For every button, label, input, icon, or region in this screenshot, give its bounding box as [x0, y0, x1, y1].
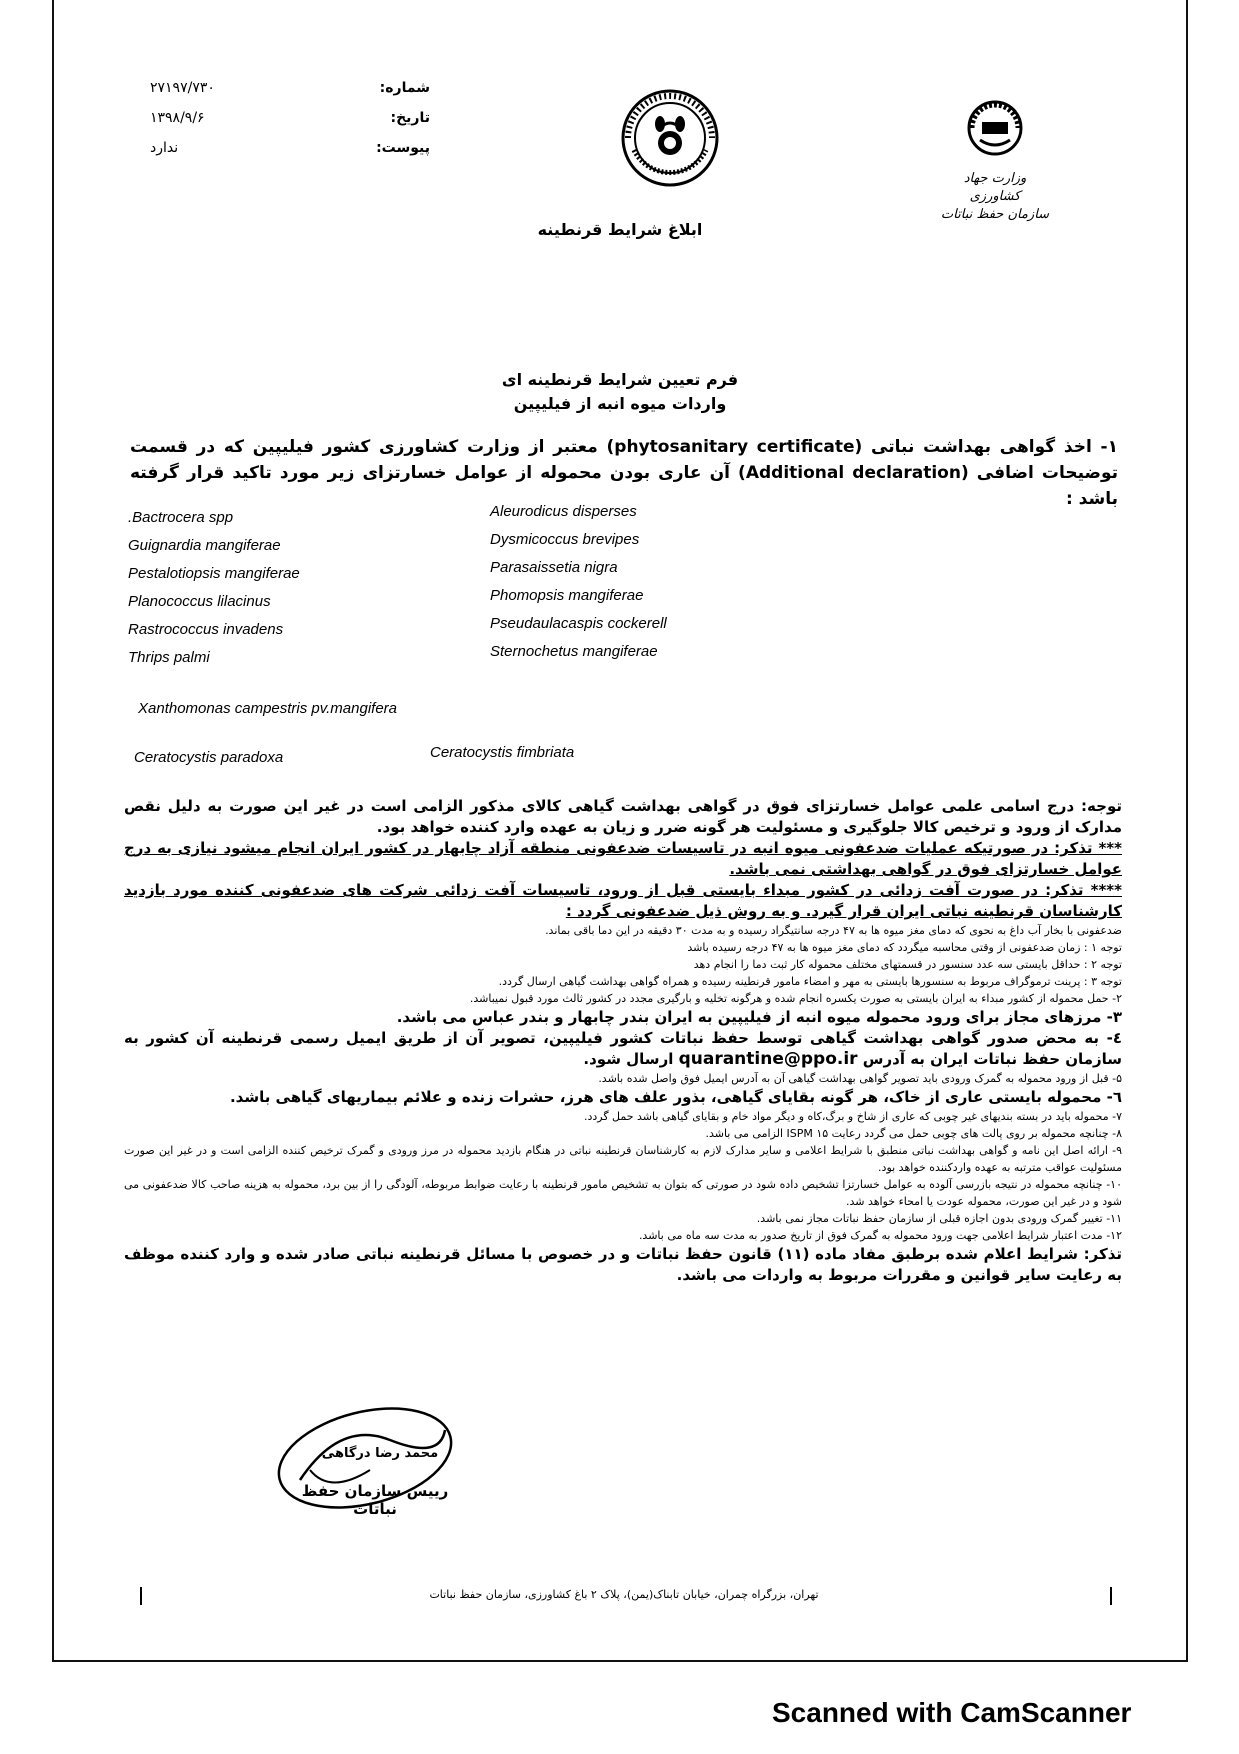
item-1-phytosanitary: ۱- اخذ گواهی بهداشت نباتی (phytosanitary certificate) معتبر از وزارت کشاورزی کشور فیلیپین که در قسمت توضیحات اضافی (Additional declaration) آن عاری بودن محموله از عوامل خسارتزای زیر مورد تاکید قرار گرفته باشد : [130, 437, 1118, 509]
pest-item: Rastrococcus invadens [128, 621, 284, 638]
pest-column-right [490, 498, 790, 666]
condition-6-soil-free: ٦- محموله بایستی عاری از خاک، هر گونه بقایای گیاهی، بذور علف های هرز، حشرات زنده و علائم بیماریهای گیاهی باشد. [229, 1088, 1122, 1106]
pest-item: Dysmicoccus brevipes [490, 531, 640, 548]
header-title: ابلاغ شرایط قرنطینه [537, 220, 703, 239]
pest-item: Parasaissetia nigra [490, 559, 618, 576]
meta-attachment-row [150, 140, 430, 170]
note-scientific-names: توجه: درج اسامی علمی عوامل خسارتزای فوق در گواهی بهداشت گیاهی کالای مذکور الزامی است در غیر این صورت به دلیل نقص مدارک از ورود و ترخیص کالا جلوگیری و مسئولیت هر گونه ضرر و زیان به عهده وارد کننده خواهد بود. [124, 797, 1122, 836]
page-border-left [52, 0, 54, 1660]
form-title-line-1: فرم تعیین شرایط قرنطینه ای [501, 370, 739, 389]
form-title-line-2: واردات میوه انبه از فیلیپین [513, 394, 727, 413]
form-title [420, 368, 820, 416]
ministry-jihad-logo [960, 98, 1030, 158]
condition-8-ispm15: ۸- چنانچه محموله بر روی پالت های چوبی حمل می گردد رعایت ISPM ۱۵ الزامی می باشد. [705, 1127, 1122, 1140]
condition-4-text: ٤- به محض صدور گواهی بهداشت گیاهی توسط حفظ نباتات کشور فیلیپین، تصویر آن از طریق ایمیل رسمی قرنطینه آن کشور به سازمان حفظ نباتات ایران به آدرس [124, 1029, 1122, 1068]
letter-meta [150, 80, 430, 170]
meta-date-row [150, 110, 430, 140]
condition-3-ports: ۳- مرزهای مجاز برای ورود محموله میوه انبه از فیلیپین به ایران بندر چابهار و بندر عباس می باشد. [396, 1008, 1122, 1026]
condition-4-tail: ارسال شود. [583, 1050, 674, 1068]
closing-reminder: تذکر: شرایط اعلام شده برطبق مفاد ماده (۱۱) قانون حفظ نباتات و در خصوص با مسائل قرنطینه نباتی صادر شده و وارد کننده موظف به رعایت سایر قوانین و مقررات مربوط به واردات می باشد. [124, 1245, 1123, 1284]
note-attention-1: توجه ۱ : زمان ضدعفونی از وقتی محاسبه میگردد که دمای مغز میوه ها به ۴۷ درجه رسیده باشد [687, 941, 1122, 954]
note-attention-2: توجه ۲ : حداقل بایستی سه عدد سنسور در قسمتهای مختلف محموله کار ثبت دما را انجام دهد [693, 958, 1122, 971]
meta-number-row [150, 80, 430, 110]
pest-ceratocystis-fimbriata: Ceratocystis fimbriata [430, 744, 575, 761]
condition-12-validity: ۱۲- مدت اعتبار شرایط اعلامی جهت ورود محموله به گمرک فوق از تاریخ صدور به مدت سه ماه می باشد. [638, 1229, 1122, 1242]
pest-item: Aleurodicus disperses [490, 503, 637, 520]
date-label: تاریخ: [390, 110, 430, 126]
number-value: ۲۷۱۹۷/۷۳۰ [150, 80, 215, 96]
pest-ceratocystis-paradoxa: Ceratocystis paradoxa [134, 749, 284, 766]
condition-11-customs-change: ۱۱- تغییر گمرک ورودی بدون اجازه قبلی از سازمان حفظ نباتات مجاز نمی باشد. [756, 1212, 1122, 1225]
pest-xanthomonas: Xanthomonas campestris pv.mangifera [138, 700, 398, 717]
attachment-value: ندارد [150, 140, 179, 156]
pest-column-left [128, 504, 428, 672]
page-border-right [1186, 0, 1188, 1660]
ppo-emblem-logo [620, 88, 720, 188]
ministry-line-1: وزارت جهاد کشاورزی [963, 171, 1027, 204]
pest-item: .Bactrocera spp [128, 509, 234, 526]
condition-9-documents: ۹- ارائه اصل این نامه و گواهی بهداشت نباتی منطبق با شرایط اعلامی و سایر مدارک لازم به کارشناسان قرنطینه نباتی در هنگام بازدید محموله در مرز ورودی و گمرک ترخیص کننده الزامی است و در غیر این صورت مسئولیت عواقب مترتبه به عهده واردکننده خواهد بود. [124, 1144, 1122, 1174]
pest-item: Sternochetus mangiferae [490, 643, 658, 660]
note-chabahar-disinfection: *** تذکر: در صورتیکه عملیات ضدعفونی میوه انبه در تاسیسات ضدعفونی منطقه آزاد چابهار در کشور ایران انجام میشود نیازی به درج عوامل خسارتزای فوق در گواهی بهداشتی نمی باشد. [124, 839, 1122, 878]
ministry-name [940, 170, 1050, 224]
note-steam-method: ضدعفونی با بخار آب داغ به نحوی که دمای مغز میوه ها به ۴۷ درجه سانتیگراد رسیده و به مدت ۳۰ دقیقه در این دما باقی بماند. [545, 924, 1122, 937]
ministry-line-2: سازمان حفظ نباتات [940, 207, 1050, 222]
camscanner-watermark: Scanned with CamScanner [772, 1697, 1132, 1728]
note-origin-disinfection: **** تذکر: در صورت آفت زدائی در کشور مبداء بایستی قبل از ورود، تاسیسات آفت زدائی شرکت های ضدعفونی کننده مورد بازدید کارشناسان قرنطینه نباتی ایران قرار گیرد. و به روش ذیل ضدعفونی گردد : [124, 881, 1122, 920]
note-attention-3: توجه ۳ : پرینت ترموگراف مربوط به سنسورها بایستی به مهر و امضاء مامور قرنطینه رسیده و همراه گواهی بهداشت گیاهی ارسال گردد. [498, 975, 1122, 988]
pest-item: Pseudaulacaspis cockerell [490, 615, 667, 632]
quarantine-email-link[interactable]: quarantine@ppo.ir [678, 1049, 858, 1069]
condition-2-shipping: ۲- حمل محموله از کشور مبداء به ایران بایستی به صورت یکسره انجام شده و هرگونه تخلیه و بارگیری مجدد در کشور ثالث مورد قبول نمیباشد. [469, 992, 1122, 1005]
attachment-label: پیوست: [376, 140, 430, 156]
condition-4-email [124, 1028, 1122, 1070]
date-value: ۱۳۹۸/۹/۶ [150, 110, 205, 126]
condition-10-contamination: ۱۰- چنانچه محموله در نتیجه بازرسی آلوده به عوامل خسارتزا تشخیص داده شود در صورتی که بتوان به تشخیص مامور قرنطینه با رعایت ضوابط مربوطه، آلودگی را از بین برد، محموله به هزینه صاحب کالا ضدعفونی می شود و در غیر این صورت، محموله عودت یا امحاء خواهد شد. [124, 1178, 1122, 1208]
pest-item: Phomopsis mangiferae [490, 587, 644, 604]
pest-item: Pestalotiopsis mangiferae [128, 565, 300, 582]
number-label: شماره: [379, 80, 430, 96]
condition-7-packaging: ۷- محموله باید در بسته بندیهای غیر چوبی که عاری از شاخ و برگ،کاه و دیگر مواد خام و بقایای گیاهی باشد حمل گردد. [583, 1110, 1122, 1123]
condition-5-customs: ۵- قبل از ورود محموله به گمرک ورودی باید تصویر گواهی بهداشت گیاهی آن به آدرس ایمیل فوق واصل شده باشد. [598, 1072, 1122, 1085]
pest-item: Thrips palmi [128, 649, 210, 666]
page-border-bottom [52, 1660, 1188, 1662]
pest-item: Planococcus lilacinus [128, 593, 271, 610]
conditions-notes [124, 796, 1122, 1286]
pest-item: Guignardia mangiferae [128, 537, 281, 554]
footer-address: تهران، بزرگراه چمران، خیابان تابناک(یمن)، پلاک ۲ باغ کشاورزی، سازمان حفظ نباتات [429, 1588, 819, 1601]
signatory-name: محمد رضا درگاهی [321, 1446, 439, 1461]
signatory-title: رییس سازمان حفظ نباتات [301, 1482, 449, 1518]
